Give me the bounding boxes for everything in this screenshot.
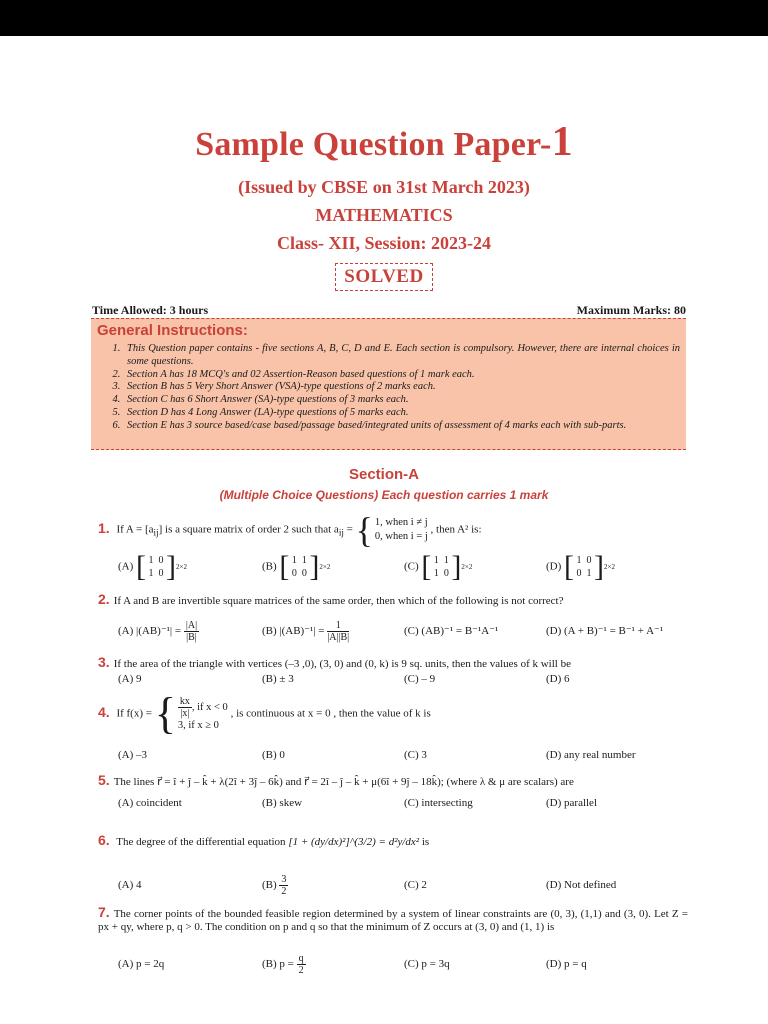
option-b[interactable]: (B) |(AB)⁻¹| = $\frac{1}{|A||B|}$ xyxy=(262,620,350,643)
q6-text-b: is xyxy=(421,836,430,848)
q6-text-a: The degree of the differential equation xyxy=(116,836,286,848)
option-b[interactable]: (B) $\frac{3}{2}$ xyxy=(262,874,287,897)
maximum-marks: Maximum Marks: 80 xyxy=(576,303,686,317)
option-d[interactable]: (D) 6 xyxy=(546,673,570,685)
instruction-item: 1. This Question paper contains - five sections A, B, C, D and E. Each section is compulsory. However, there are internal choices in some questions. xyxy=(123,343,680,369)
q1-case-2: 0, when i = j xyxy=(374,531,428,542)
question-number: 7. xyxy=(98,904,110,920)
section-title: Section-A xyxy=(348,466,419,483)
section-subtitle: (Multiple Choice Questions) Each question carries 1 mark xyxy=(219,488,549,502)
question-7 xyxy=(98,906,688,934)
question-1: 1. If $A = [a_{ij}]$ is a square matrix of order 2 such that $a_{ij}$ = { 1, when i ≠ j 0, when i = j , then A² is: xyxy=(98,510,482,550)
q1-text-c: , then A² is: xyxy=(430,523,482,536)
option-d[interactable]: (D) (A + B)⁻¹ = B⁻¹ + A⁻¹ xyxy=(546,625,664,637)
question-2 xyxy=(98,593,563,608)
option-c[interactable]: (C) intersecting xyxy=(404,797,473,809)
q1-piecewise: { 1, when i ≠ j 0, when i = j xyxy=(355,510,428,550)
question-3 xyxy=(98,656,571,671)
question-number: 2. xyxy=(98,591,110,607)
paper-title: Sample Question Paper-1 xyxy=(195,119,573,165)
class-session-line: Class- XII, Session: 2023-24 xyxy=(276,233,492,253)
option-c[interactable]: (C) p = 3q xyxy=(404,958,450,970)
option-b[interactable]: (B) [ 1 1 0 0 ] 2×2 xyxy=(262,550,331,583)
option-c[interactable]: (C) 3 xyxy=(404,749,427,761)
instruction-item: 2. Section A has 18 MCQ's and 02 Assertion-Reason based questions of 1 mark each. xyxy=(123,369,680,382)
option-d[interactable]: (D) Not defined xyxy=(546,879,617,891)
question-6 xyxy=(98,834,429,849)
q1-text-a: If A = [a xyxy=(116,523,154,536)
issued-line: (Issued by CBSE on 31st March 2023) xyxy=(238,177,530,197)
question-text: The corner points of the bounded feasible region determined by a system of linear constraints are (0, 3), (1,1) and (3, 0). Let Z = px + qy, where p, q > 0. The condition on p and q so that the minimum of Z occurs at (3, 0) and (1, 1) is xyxy=(98,908,688,933)
option-a[interactable]: (A) coincident xyxy=(118,797,182,809)
option-c[interactable]: (C) 2 xyxy=(404,879,427,891)
option-c[interactable]: (C) [ 1 1 1 0 ] 2×2 xyxy=(404,550,473,583)
general-instructions-box xyxy=(91,318,686,450)
question-number: 3. xyxy=(98,654,110,670)
option-d[interactable]: (D) parallel xyxy=(546,797,597,809)
subject-line: MATHEMATICS xyxy=(315,205,453,225)
q6-equation: [1 + (dy/dx)²]^(3/2) = d²y/dx² xyxy=(288,836,420,848)
option-a[interactable]: (A) –3 xyxy=(118,749,148,761)
solved-badge-wrap xyxy=(0,263,768,291)
question-number: 4. xyxy=(98,703,110,720)
option-a[interactable]: (A) p = 2q xyxy=(118,958,165,970)
question-number: 1. xyxy=(98,519,110,536)
question-number: 6. xyxy=(98,832,110,848)
instruction-item: 5. Section D has 4 Long Answer (LA)-type questions of 5 marks each. xyxy=(123,407,680,420)
question-number: 5. xyxy=(98,772,110,788)
q1-sub-b: ij xyxy=(338,527,344,538)
option-a[interactable]: (A) 9 xyxy=(118,673,142,685)
solved-badge: SOLVED xyxy=(335,263,432,291)
option-d[interactable]: (D) p = q xyxy=(546,958,587,970)
option-b[interactable]: (B) p = $\frac{q}{2}$ xyxy=(262,953,304,976)
q4-piecewise: { $\frac{kx}{|x|}$ , if x < 0 3, if x ≥ 0 xyxy=(154,689,228,738)
option-d[interactable]: (D) [ 1 0 0 1 ] 2×2 xyxy=(546,550,615,583)
instruction-item: 3. Section B has 5 Very Short Answer (VSA)-type questions of 2 marks each. xyxy=(123,381,680,394)
top-bar xyxy=(0,0,768,36)
option-b[interactable]: (B) 0 xyxy=(262,749,285,761)
q1-text-b: ] is a square matrix of order 2 such that a xyxy=(158,523,339,536)
option-a[interactable]: (A) [ 1 0 1 0 ] 2×2 xyxy=(118,550,187,583)
option-a[interactable]: (A) |(AB)⁻¹| = $\frac{|A|}{|B|}$ xyxy=(118,620,198,643)
question-text: The lines r⃗ = î + ĵ – k̂ + λ(2î + 3ĵ – 6k̂) and r⃗ = 2î – ĵ – k̂ + μ(6î + 9ĵ – 18k̂); (where λ & μ are scalars) are xyxy=(113,776,574,788)
question-text: If A and B are invertible square matrices of the same order, then which of the following is not correct? xyxy=(113,595,564,607)
time-allowed: Time Allowed: 3 hours xyxy=(92,303,209,317)
option-c[interactable]: (C) (AB)⁻¹ = B⁻¹A⁻¹ xyxy=(404,625,499,637)
option-b[interactable]: (B) skew xyxy=(262,797,303,809)
option-a[interactable]: (A) 4 xyxy=(118,879,142,891)
q4-text-b: , is continuous at x = 0 , then the value of k is xyxy=(230,707,431,720)
option-b[interactable]: (B) ± 3 xyxy=(262,673,294,685)
question-5 xyxy=(98,774,574,789)
question-text: If the area of the triangle with vertices (–3 ,0), (3, 0) and (0, k) is 9 sq. units, then the values of k will be xyxy=(113,658,571,670)
option-c[interactable]: (C) – 9 xyxy=(404,673,436,685)
instructions-title: General Instructions: xyxy=(97,322,248,339)
option-d[interactable]: (D) any real number xyxy=(546,749,636,761)
question-4 xyxy=(98,689,431,738)
q1-sub-a: ij xyxy=(153,527,159,538)
q1-case-1: 1, when i ≠ j xyxy=(374,517,428,528)
instruction-item: 4. Section C has 6 Short Answer (SA)-type questions of 3 marks each. xyxy=(123,394,680,407)
instruction-item: 6. Section E has 3 source based/case based/passage based/integrated units of assessment of 4 marks each with sub-parts. xyxy=(123,420,680,433)
instructions-list xyxy=(97,343,680,433)
q4-text-a: If f(x) = xyxy=(116,707,152,720)
